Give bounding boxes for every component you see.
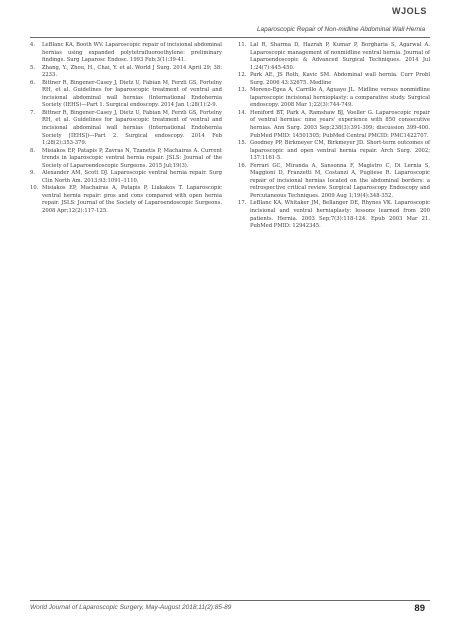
reference-text: Misiakos EP, Patapis P, Zavras N, Tzanetis P, Machairas A. Current trends in laparoscopic ventral hernia repair. JSLS: Journal of the Society of Laparoendoscopic Surgeons. 2015 Jul;19(3). — [42, 147, 222, 169]
reference-item — [30, 185, 222, 215]
reference-number: 8. — [30, 147, 36, 154]
reference-number: 11. — [238, 42, 247, 48]
running-title: Laparoscopic Repair of Non-midline Abdominal Wall Hernia — [256, 26, 425, 33]
reference-item — [30, 65, 222, 80]
reference-text: Ferrari GC, Miranda A, Sansonna F, Magistro C, Di Lernia S, Maggioni D, Franzetti M, Costanzi A, Pugliese R. Laparoscopic repair of incisional hernias located on the abdominal borders: a retrospective critical review. Surgical Laparoscopy Endoscopy and Percutaneous Techniques. 2009 Aug 1;19(4):348-352. — [250, 162, 430, 199]
reference-text: LeBlanc KA, Whitaker JM, Bellanger DE, Rhynes VK. Laparoscopic incisional and ventral herniaplasty: lessons learned from 200 patients. Hernia. 2003 Sep;7(3):118-124. Epub 2003 Mar 21. PubMed PMID: 12942345. — [250, 200, 430, 230]
reference-text: Park AE, JS Roth, Kavic SM. Abdominal wall hernia. Curr Probl Surg. 2006 43:32675. Medline — [250, 72, 430, 86]
journal-tag: WJOLS — [391, 6, 427, 16]
footer-rule — [30, 600, 430, 601]
reference-text: Moreno-Egea A, Carrillo A, Aguayo JL. Midline versus nonmidline laparoscopic incisional hernioplasty: a comparative study. Surgical endoscopy. 2008 Mar 1;22(3):744-749. — [250, 87, 430, 109]
reference-text: Bittner R, Bingener-Casey J, Dietz U, Fabian M, Ferzli GS, Fortelny RH, et al. Guidelines for laparoscopic treatment of ventral and incisional abdominal wall hernias (International Endohernia Society (IEHS)—Part 1. Surgical endoscopy. 2014 Jan 1;28(1):2-9. — [42, 79, 222, 109]
reference-item — [30, 148, 222, 171]
reference-item — [238, 140, 430, 163]
reference-text: Bittner R, Bingener-Casey J, Dietz U, Fabian M, Ferzli GS, Fortelny RH, et al. Guidelines for laparoscopic treatment of ventral and incisional abdominal wall hernias (International Endohernia Society [IEHS])—Part 2. Surgical endoscopy. 2014 Feb 1;28(2):353-379. — [42, 109, 222, 147]
reference-item — [30, 110, 222, 148]
page-number: 89 — [414, 603, 425, 614]
references-section — [30, 42, 430, 231]
reference-text: Lal R, Sharma D, Hazrah P, Kumar P, Borgharia S, Agarwal A. Laparoscopic management of nonmidline ventral hernia. Journal of Laparoendoscopic & Advanced Surgical Techniques. 2014 Jul 1;24(7):445-450. — [250, 42, 430, 71]
reference-column-left — [30, 42, 222, 231]
reference-number: 6. — [30, 79, 36, 86]
reference-column-right — [238, 42, 430, 231]
reference-text: Goodney PP, Birkmeyer CM, Birkmeyer JD. Short-term outcomes of laparoscopic and open ventral hernia repair. Arch Surg. 2002; 137:1161-5. — [250, 140, 430, 162]
reference-item — [238, 72, 430, 87]
reference-number: 4. — [30, 42, 36, 48]
reference-item — [238, 200, 430, 230]
reference-number: 16. — [238, 162, 247, 169]
reference-number: 9. — [30, 170, 36, 177]
reference-number: 7. — [30, 109, 36, 116]
reference-item — [30, 42, 222, 65]
reference-number: 17. — [238, 200, 247, 207]
reference-number: 13. — [238, 87, 247, 94]
header-rule — [30, 37, 430, 38]
footer-journal-info: World Journal of Laparoscopic Surgery, May-August 2018;11(2):85-89 — [30, 604, 232, 611]
reference-item — [30, 80, 222, 110]
reference-text: Heniford BT, Park A, Ramshaw BJ, Voeller G. Laparoscopic repair of ventral hernias: nine years' experience with 850 consecutive hernias. Ann Surg. 2003 Sep;238(3):391-399; discussion 399-400. PubMed PMID: 14501505; PubMed Central PMCID: PMC1422707. — [250, 109, 430, 139]
reference-item — [30, 170, 222, 185]
reference-number: 15. — [238, 140, 247, 147]
reference-item — [238, 110, 430, 140]
reference-text: LeBlanc KA, Booth WV. Laparoscopic repair of incisional abdominal hernias using expanded polytetrafluoroethylene: preliminary findings. Surg Laparosc Endosc. 1993 Feb;3(1):39-41. — [42, 42, 222, 64]
reference-item — [238, 42, 430, 72]
reference-text: Misiakos EP, Machairas A, Patapis P, Liakakos T. Laparoscopic ventral hernia repair: pros and cons compared with open hernia repair. JSLS: Journal of the Society of Laparoendoscopic Surgeons. 2008 Apr;12(2):117-125. — [42, 185, 222, 215]
reference-number: 12. — [238, 72, 247, 79]
reference-number: 14. — [238, 109, 247, 116]
reference-item — [238, 87, 430, 110]
reference-item — [238, 163, 430, 201]
reference-number: 5. — [30, 64, 36, 71]
reference-text: Zhang, Y., Zhou, H., Chai, Y. et al. World J Surg. 2014 April 29; 38: 2233. — [42, 64, 222, 79]
reference-number: 10. — [30, 185, 39, 192]
reference-text: Alexander AM, Scott DJ. Laparoscopic ventral hernia repair. Surg Clin North Am. 2013;93:1091–1110. — [42, 170, 222, 184]
